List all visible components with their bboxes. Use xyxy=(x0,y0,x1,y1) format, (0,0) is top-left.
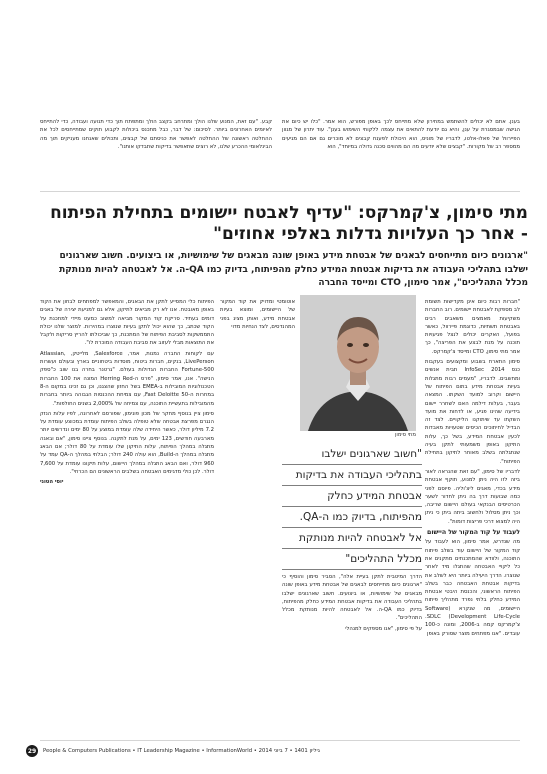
article-headline: מתי סימון, צ'קמרקס: "עדיף לאבטח יישומים בתחילת הפיתוח - אחר כך העלויות גדלות באלפי אחוזים" xyxy=(50,203,528,244)
paragraph: עם לקוחות החברה נמנות, אמר, Salesforce, מלייטק, Atlassian, LivePerson, בנקים, חברות ביטוח, מוסדות ביטחוניים בארץ ובעולם ועשרות 500-Fortune החברות הגדולות בעולם. "גרטנר בחרה בנו שוב כ"ספק הנישה". אנו, אמר סימון, "פרס ה-Herring Red המונה את 100 החברות הטכנולוגיות המובילות ב-EMEA בשל החזון שהצגנו, וכן גם זכינו במקום ה-8 במחרות ה-50 Fast Deloitte, עם צמיחת ההכנסות הגבוהה ביותר בחברות מהמובילות בתעשיית התוכנה, עם צמיחה של 2,000% בשנים החולפות". xyxy=(40,350,214,407)
paragraph: הדרך המיטבית לתקן בעיית אלה", הסביר סימון והוסיף כי "ארגונים כיום מתייחסים לבאגים של אבטחת מידע באופן שונה מבאגים של שימושיות, או ביצועים. חשוב שארגונים ישלבו בתהליכי העבודה את בדיקות אבטחת המידע כחלק מהפיתוח, בדיוק כמו QA-ה. אל לאבטחה להיות מנותקת מכלל התהליכים". xyxy=(282,574,422,622)
author-byline: יוסי הטוני xyxy=(40,479,64,486)
pull-quote-line: מהפיתוח, בדיוק כמו ה-QA. xyxy=(282,507,422,528)
pull-quote-line: מכלל התהליכים" xyxy=(282,549,422,570)
paragraph: מה שנדרש, אמר סימון, הוא לעבוד על קוד המקור של היישום עוד בשלב פיתוח התוכנה, ולוודא שהמתכנתים מתקנים את כל ליקויי האבטחה שהתגלו מיד לאחר שנוצרו. הדרך היעילה ביותר היא לשלב את בדיקות אבטחת האבטחה כבר בשלב הפיתוח הראשוני, והכנסת היבטי אבטחת המידע כחלק בלתי נפרד מתהליך פיתוח היישומים, מה שנקרא (Software Development Life-Cycle) SDLC. צ'קמרקס קמה ב-2006, ומונה כ-100 עובדים. "אנו מפתחים מוצר שסורק באופן xyxy=(425,539,520,637)
top-column-right xyxy=(40,118,272,178)
pull-quote-line: אל לאבטחה להיות מנותקת xyxy=(282,528,422,549)
pull-quote-line: "חשוב שארגונים ישלבו xyxy=(282,444,422,465)
pull-quote-line: אבטחת המידע כחלק xyxy=(282,486,422,507)
article-column-right xyxy=(425,298,520,738)
article-column-middle-top xyxy=(220,298,295,438)
paragraph: על פי סימון, "אנו מספקים למנהלי xyxy=(345,625,422,632)
top-column-left-text: בענן. אתם לא יכולים להשתמש במחירון שלא מתייחס לכך באופן מפורש, הוא אמר. "כלו יש כיום את הגישה שבמסגרת על ענן, והיא גם יודעת להתאים את עצמה ללקוחי השימוש בענן". עוד יתרון של מגוון הפיירוול של פאלו-אלטו, לדבריו של מוניס, הוא היכולת לפענח קבצים לא מוכרים גם אם הם מגיעים ממספר רב של מקורות. "קבצים שלא יודעים מה הם מהווים סכנה גדולה במיוחד", הוא xyxy=(282,119,520,150)
footer-divider xyxy=(40,740,520,741)
portrait-illustration xyxy=(300,295,416,431)
article-lead: "ארגונים כיום מתייחסים לבאגים של אבטחת מידע באופן שונה מבאגים של שימושיות, או ביצועים. חשוב שארגונים ישלבו בתהליכי העבודה את בדיקות אבטחת המידע כחלק מהפיתוח, בדיוק כמו QA-ה. אל לאבטחה להיות מנותקת מכלל התהליכים", אמר סימון, CTO ומייסד החברה xyxy=(59,251,528,288)
section-divider xyxy=(40,191,520,192)
footer-publication-line: People & Computers Publications • IT Leadership Magazine • InformationWorld • 2014 גיליון 1401 • 7 ביוני xyxy=(43,748,320,754)
portrait-photo xyxy=(300,295,416,431)
paragraph: לדבריו של סימון, "עם זאת שהנראה לאור ביזה לזו היה ניתן למנוע, תוקף אבטחת מידע בכדי, מאגים ליצ'וליה. פיוסם לפני כמה שבועות דרך בה ניתן לחדור לשער הכרטיסים הבנקאי בעולם היישום שריבה, וכך ניתן מסלול ולחשוב ביתה ביתן כי ניתן היה למצוא דרכי פריצות דומות". xyxy=(425,468,520,525)
paragraph: הפיתוח כלי המסייע לתקן את הבאגים, והמאפשר למפתחים לבחון את הקוד באופן מאובטח. אנו לא רק מביאים לתיקון, אלא גם למניעת יצירה של באגים דומים בעתיד. סריקת קוד המקור מביאה למשוב כמעט מיידי למתכנת על הקוד שכתב, כך שהוא יכול לתקן בעיות שנוצרו במהירות. למוצר שלנו יכולת התממשקות לסביבת הפיתוח של המתכנת, כך שביכולתו להריץ סריקות ולקבל את התוצאות מבלי לעזוב את סביבת העבודה המוכרת לו". xyxy=(40,299,214,347)
paragraph: "חברות רבות כיום אינן מקדישות תשומת לב מספקת לאבטחת יישומים. רוב החברות משקיעות מאמצים משאבים רבים באבטחת תשתיות, כדוגמת פיירוול, כאשר בפועל, האקרים יכולים לנצל פגיעויות תוכנה על מנת לבצע את הפריצה", כך אמר מתי סימון, CTO ומייסד צ'קמרקס. xyxy=(425,299,520,355)
paragraph: סימון התארח בשבוע ומקצועים בעקבות כנס InfoSec 2014 תבית אנשים ומחשבים. לדבריו, "מעמים רבות מתגלות בעיות אבטחת מידע בתום הפיתוח של היישום וקרוב למועד השקתו. המצאה בעבר, בעלות דילמה האם לשחרר יישום בידיעה שהינו פגיע, או לדחות את מועד השקתו עד שיתוקנו הליקויים. לצד זה הבדיל לחיתוכים הכיסים שטעויות מאבדות לכעין אבטחת המידע, בשל כך, עלות התיקון באופן משמעותי לתקן בעיה שנתגלתה בשלב מאוחר לתיקון בתחילת הפיתוח". xyxy=(425,359,520,465)
page-number: 29 xyxy=(26,745,38,757)
top-column-left xyxy=(282,118,520,178)
section-subhead: לעבוד על קוד המקור של היישום xyxy=(427,529,520,537)
article-column-left xyxy=(40,298,214,738)
article-column-middle xyxy=(282,573,422,737)
top-column-right-text: קבע. "עם זאת, המנוע שלנו הולך ומתרחב בקצב הולך ומתפתח תוך כדי תנועה ועבודה, כדי להתייחס לאיומים האחרונים ביותר. לסיכום: של דבר, כבל מתכנס ביכולות לקבוע תוקים שמתייחסים לכל את ההחלטה ראשונה של ההחלטה לאפשר את כניסתם של קבצים, ותכולים שאנחנו מעניקים תוך מה הבינלאומי ההכרע שלנו, לא רוצים שתאפשר בדיקות שתבדקו אותנו". xyxy=(40,119,272,150)
page-footer xyxy=(26,744,522,758)
paragraph: סימון ציין בנוסף מחקר של מכון פונימון, שפורסם לאחרונה, לפיו עלות הנזק הנגרם מפרצת אבטחה שלא טופלה בשלב הפיתוח עומדת במכוצע עומדת על 7.2 מיליון דולר, כאשר היחידה שלה עומדת במוצע על 80 ימים ונדרשים יותר מארבעה חודשים, 123 ימים, על מנת לתקנה. בנוסף ציינו סימון, "אם ובאגה מתגלה במהלך הפיתוח, עלות התיקון שלו עומדת על 80 דולר; אם הבאג מתגלה במהלך ה-Build, הוא עולה 240 דולר; הבלתי במהלך ה-QA עמד על 960 דולר, ואם הבאג התגלה במהלך היישום, עלות תיקונו עומדת על 7,600 דולר. לכן כולי מדגימים האבטחה בשלבים הראשונים הם הכרחי". xyxy=(40,410,214,475)
pull-quote xyxy=(282,444,422,570)
photo-caption: מתי סימון xyxy=(394,432,416,438)
pull-quote-line: בתהליכי העבודה את בדיקות xyxy=(282,465,422,486)
paragraph: אוטומטי ומדויק את קוד המקור של היישומים, ומוצא בעיות אבטחת מידע, ואותן מציג בפני המהנדסים, לצד הנחיות מדוי xyxy=(220,299,295,330)
